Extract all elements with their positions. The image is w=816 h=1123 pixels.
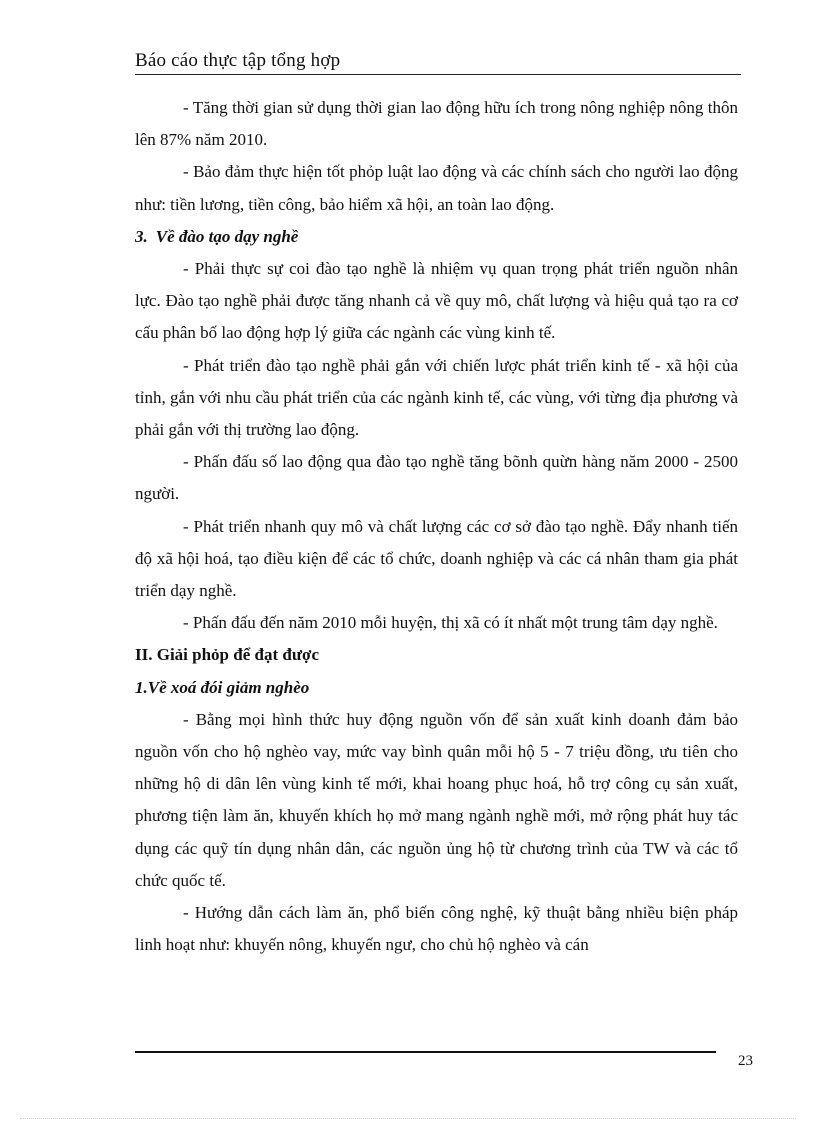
paragraph-capital-mobilization: - Bằng mọi hình thức huy động nguồn vốn để sản xuất kinh doanh đảm bảo nguồn vốn cho hộ nghèo vay, mức vay bình quân mỗi hộ 5 - 7 triệu đồng, ưu tiên cho những hộ di dân lên vùng kinh tế mới, khai hoang phục hoá, hỗ trợ công cụ sản xuất, phương tiện làm ăn, khuyến khích họ mở mang ngành nghề mới, mở rộng phát huy tác dụng các quỹ tín dụng nhân dân, các nguồn ủng hộ từ chương trình của TW và các tổ chức quốc tế. bbox=[135, 709, 738, 890]
page-header-title: Báo cáo thực tập tổng hợp bbox=[135, 50, 341, 71]
paragraph-labor-time: - Tăng thời gian sử dụng thời gian lao động hữu ích trong nông nghiệp nông thôn lên 87% năm 2010. bbox=[135, 98, 738, 150]
section-heading-solutions: II. Giải phỏp để đạt được bbox=[135, 645, 319, 665]
section-heading-vocational-training bbox=[135, 221, 738, 253]
footer-divider bbox=[135, 1051, 716, 1053]
paragraph-training-facilities: - Phát triển nhanh quy mô và chất lượng các cơ sở đào tạo nghề. Đẩy nhanh tiến độ xã hội hoá, tạo điều kiện để các tổ chức, doanh nghiệp và các cá nhân tham gia phát triển dạy nghề. bbox=[135, 516, 738, 601]
paragraph-training-target: - Phấn đấu số lao động qua đào tạo nghề tăng bõnh quừn hàng năm 2000 - 2500 người. bbox=[135, 452, 738, 504]
paragraph-labor-law: - Bảo đảm thực hiện tốt phỏp luật lao động và các chính sách cho người lao động như: tiền lương, tiền công, bảo hiểm xã hội, an toàn lao động. bbox=[135, 162, 738, 214]
subsection-heading-poverty-reduction: 1.Về xoá đói giảm nghèo bbox=[135, 677, 310, 697]
header-divider bbox=[135, 74, 741, 75]
paragraph-training-priority: - Phải thực sự coi đào tạo nghề là nhiệm vụ quan trọng phát triển nguồn nhân lực. Đào tạo nghề phải được tăng nhanh cả về quy mô, chất lượng và hiệu quả tạo ra cơ cấu phân bố lao động hợp lý giữa các ngành các vùng kinh tế. bbox=[135, 259, 738, 343]
document-body bbox=[135, 92, 738, 961]
page-number: 23 bbox=[738, 1053, 753, 1069]
paragraph-guidance: - Hướng dẫn cách làm ăn, phổ biến công nghệ, kỹ thuật bằng nhiều biện pháp linh hoạt như: khuyến nông, khuyến ngư, cho chủ hộ nghèo và cán bbox=[135, 903, 738, 955]
paragraph-training-strategy: - Phát triển đào tạo nghề phải gắn với chiến lược phát triển kinh tế - xã hội của tỉnh, gắn với nhu cầu phát triển của các ngành kinh tế, các vùng, với từng địa phương và phải gắn với thị trường lao động. bbox=[135, 355, 738, 440]
page-bottom-border bbox=[20, 1118, 796, 1119]
paragraph-training-centers: - Phấn đấu đến năm 2010 mỗi huyện, thị xã có ít nhất một trung tâm dạy nghề. bbox=[183, 613, 718, 633]
section-number: 3. bbox=[135, 226, 148, 246]
section-heading-text: Về đào tạo dạy nghề bbox=[155, 226, 299, 246]
